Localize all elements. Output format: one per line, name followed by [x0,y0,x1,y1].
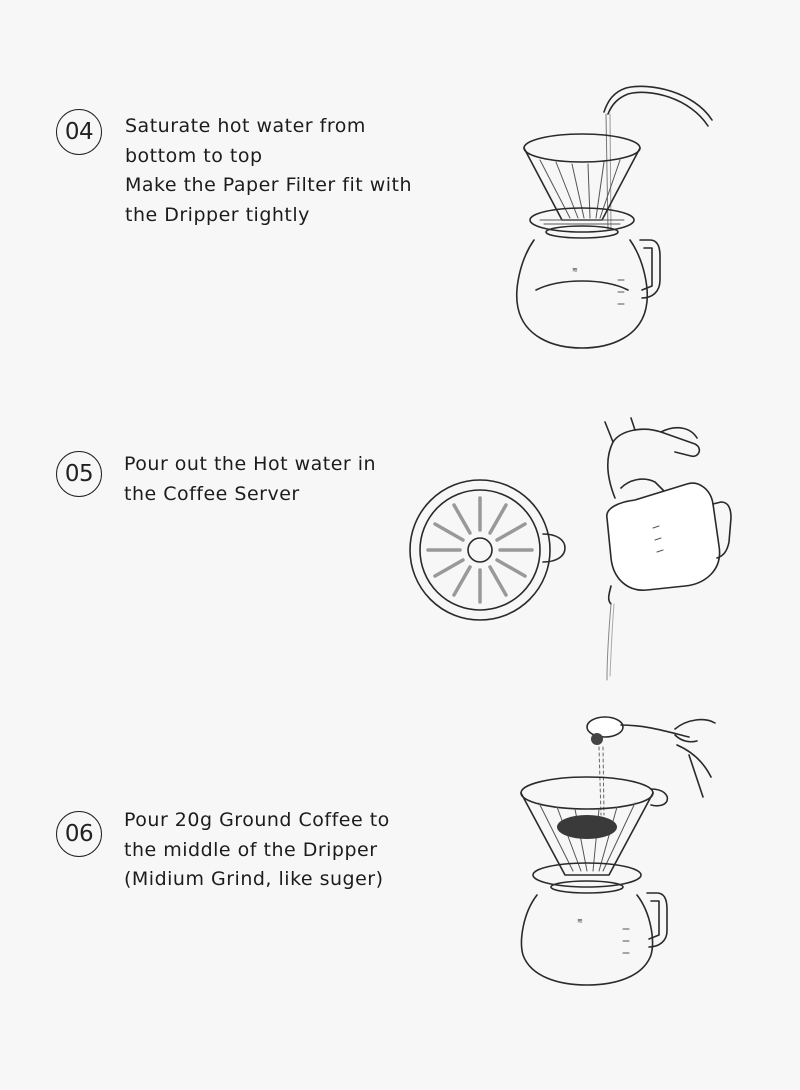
step-number: 05 [64,461,94,487]
step-line: Make the Paper Filter fit with [125,174,413,196]
step-line: the Coffee Server [124,482,300,505]
step-number-badge [56,451,102,497]
kettle-pouring-icon [608,92,708,126]
step-description [124,806,390,895]
step-line: (Midium Grind, like suger) [124,868,384,890]
svg-text:≋: ≋ [577,917,583,925]
svg-text:≋: ≋ [572,266,578,274]
step-line: the middle of the Dripper [124,838,378,861]
step-number-badge [56,811,102,857]
dripper-with-coffee-icon [505,705,720,990]
step-line: Saturate hot water from [125,115,366,137]
step-line: the Dripper tightly [125,203,310,226]
dripper-on-server-icon [500,80,730,360]
step-number: 06 [64,821,94,847]
step-line: bottom to top [125,144,263,167]
spoon-with-coffee-icon [587,717,715,797]
hand-pouring-server-icon [595,418,735,683]
step-number: 04 [64,119,94,145]
step-number-badge [56,109,102,155]
step-description [125,112,412,230]
step-description [124,450,376,509]
step-line: Pour out the Hot water in [124,453,377,475]
dripper-top-view-icon [405,478,575,628]
step-line: Pour 20g Ground Coffee to [124,809,390,831]
